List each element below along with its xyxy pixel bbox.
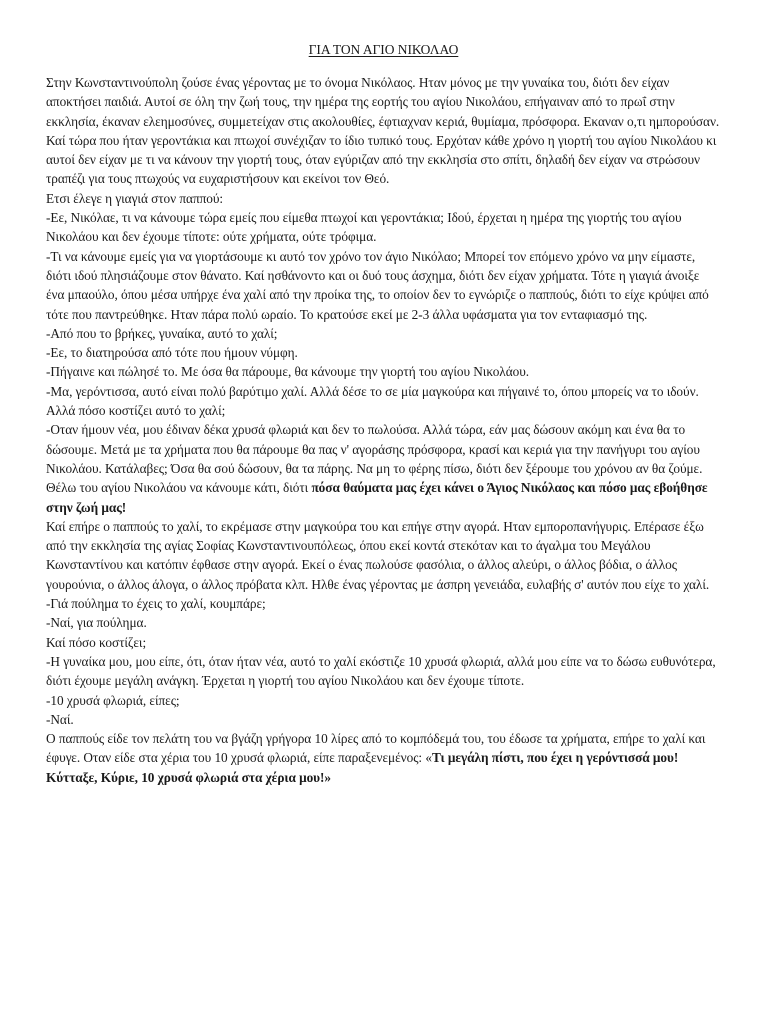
text-run: Καί επήρε ο παππούς το χαλί, το εκρέμασε στην μαγκούρα του και επήγε στην αγορά. Ηταν εμποροπανήγυρις. Επέρασε έξω από την εκκλησία της αγίας Σοφίας Κωνσταντινουπόλεως, όπου εκεί κοντά στεκόταν και το άγαλμα του Μεγάλου Κωνσταντίνου και κατόπιν έφθασε στην αγορά. Εκεί ο ένας πωλούσε φασόλια, ο άλλος αλεύρι, ο άλλος βόδια, ο άλλος γουρούνια, ο άλλος άλογα, ο άλλος πρόβατα κλπ. Ηλθε ένας γέροντας με άσπρη γενειάδα, ευλαβής σ' αυτόν που είχε το χαλί. — [46, 518, 710, 592]
text-run: -Εε, το διατηρούσα από τότε που ήμουν νύμφη. — [46, 345, 298, 361]
text-run: Ο παππούς είδε τον πελάτη του να βγάζη γρήγορα 10 λίρες από το κομπόδεμά του, του έδωσε τα χρήματα, επήρε το χαλί και έφυγε. Οταν είδε στα χέρια του 10 χρυσά φλωριά, είπε παραξενεμένος: « — [46, 731, 706, 766]
paragraph — [46, 420, 721, 516]
text-run: -Μα, γερόντισσα, αυτό είναι πολύ βαρύτιμο χαλί. Αλλά δέσε το σε μία μαγκούρα και πήγαινέ το, όπου μπορείς να το ιδούν. Αλλά πόσο κοστίζει αυτό το χαλί; — [46, 383, 699, 419]
text-run: -Οταν ήμουν νέα, μου έδιναν δέκα χρυσά φλωριά και δεν το πωλούσα. Αλλά τώρα, εάν μας δώσουν ακόμη και ένα θα το δώσουμε. Μετά με τα χρήματα που θα πάρουμε θα πας ν' αγοράσης πρόσφορα, κρασί και κεριά για την πανήγυρι του αγίου Νικολάου. Κατάλαβες; Όσα θα σού δώσουν, θα τα πάρης. Να μη το φέρης πίσω, διότι δεν ξέρουμε του χρόνου αν θα ζούμε. Θέλω του αγίου Νικολάου να κάνουμε κάτι, διότι — [46, 422, 703, 496]
text-run: -Πήγαινε και πώλησέ το. Με όσα θα πάρουμε, θα κάνουμε την γιορτή του αγίου Νικολάου. — [46, 364, 530, 380]
paragraph — [46, 729, 721, 787]
document-body — [46, 73, 721, 787]
paragraph — [46, 691, 721, 710]
paragraph — [46, 652, 721, 691]
paragraph — [46, 324, 721, 343]
text-run: -Η γυναίκα μου, μου είπε, ότι, όταν ήταν νέα, αυτό το χαλί εκόστιζε 10 χρυσά φλωριά, αλλά μου είπε να το δώσω ευθυνότερα, διότι έχουμε μεγάλη ανάγκη. Έρχεται η γιορτή του αγίου Νικολάου και δεν έχουμε τίποτε. — [46, 653, 716, 689]
text-run: -Ναί, για πούλημα. — [46, 615, 147, 631]
text-run: -Τι να κάνουμε εμείς για να γιορτάσουμε κι αυτό τον χρόνο τον άγιο Νικόλαο; Μπορεί τον επόμενο χρόνο να μην είμαστε, διότι ιδού πλησιάζουμε στον θάνατο. Καί ησθάνοντο και οι δυό τους άσχημα, διότι δεν είχαν χρήματα. Τότε η γιαγιά άνοιξε ένα μπαούλο, όπου μέσα υπήρχε ένα χαλί από την προίκα της, το οποίον δεν το εγνώριζε ο παππούς, διότι το είχε κρύψει από τότε που παντρεύθηκε. Ηταν πάρα πολύ ωραίο. Το κρατούσε εκεί με 2-3 άλλα υφάσματα για τον ενταφιασμό της. — [46, 248, 709, 322]
bold-text-run: πόσα θαύματα μας έχει κάνει ο Άγιος Νικόλαος και πόσο μας εβοήθησε στην ζωή μας! — [46, 480, 708, 515]
paragraph — [46, 343, 721, 362]
document-title: ΓΙΑ ΤΟΝ ΑΓΙΟ ΝΙΚΟΛΑΟ — [308, 42, 459, 57]
text-run: -Εε, Νικόλαε, τι να κάνουμε τώρα εμείς που είμεθα πτωχοί και γεροντάκια; Ιδού, έρχεται η ημέρα της γιορτής του αγίου Νικολάου και δεν έχουμε τίποτε: ούτε χρήματα, ούτε τρόφιμα. — [46, 210, 682, 245]
paragraph — [46, 189, 721, 208]
paragraph — [46, 710, 721, 729]
text-run: Στην Κωνσταντινούπολη ζούσε ένας γέροντας με το όνομα Νικόλαος. Ηταν μόνος με την γυναίκα του, διότι δεν είχαν αποκτήσει παιδιά. Αυτοί σε όλη την ζωή τους, την ημέρα της εορτής του αγίου Νικολάου, επήγαιναν από το πρωΐ στην εκκλησία, έκαναν ελεημοσύνες, συμμετείχαν στις ακολουθίες, έφτιαχναν κεριά, θυμίαμα, πρόσφορα. Εκαναν ο,τι ημπορούσαν. Καί τώρα που ήταν γεροντάκια και πτωχοί συνέχιζαν το ίδιο τυπικό τους. Ερχόταν κάθε χρόνο η γιορτή του αγίου Νικολάου κι αυτοί δεν είχαν με τι να κάνουν την γιορτή τους, όταν εγύριζαν από την εκκλησία στο σπίτι, δηλαδή δεν είχαν να στρώσουν τραπέζι για τους πτωχούς να ευχαριστήσουν και εκείνοι τον Θεό. — [46, 75, 720, 187]
paragraph — [46, 633, 721, 652]
paragraph — [46, 517, 721, 594]
text-run: Καί πόσο κοστίζει; — [46, 634, 147, 650]
paragraph — [46, 362, 721, 381]
text-run: -10 χρυσά φλωριά, είπες; — [46, 692, 180, 708]
paragraph — [46, 382, 721, 421]
text-run: -Ναί. — [46, 711, 74, 727]
paragraph — [46, 594, 721, 613]
text-run: Ετσι έλεγε η γιαγιά στον παππού: — [46, 190, 224, 206]
bold-text-run: Τι μεγάλη πίστι, που έχει η γερόντισσά μου! Κύτταξε, Κύριε, 10 χρυσά φλωριά στα χέρια μου!» — [46, 750, 679, 785]
paragraph — [46, 208, 721, 247]
text-run: -Γιά πούλημα το έχεις το χαλί, κουμπάρε; — [46, 596, 266, 612]
paragraph — [46, 613, 721, 632]
paragraph — [46, 73, 721, 189]
text-run: -Από που το βρήκες, γυναίκα, αυτό το χαλί; — [46, 325, 278, 341]
paragraph — [46, 247, 721, 324]
